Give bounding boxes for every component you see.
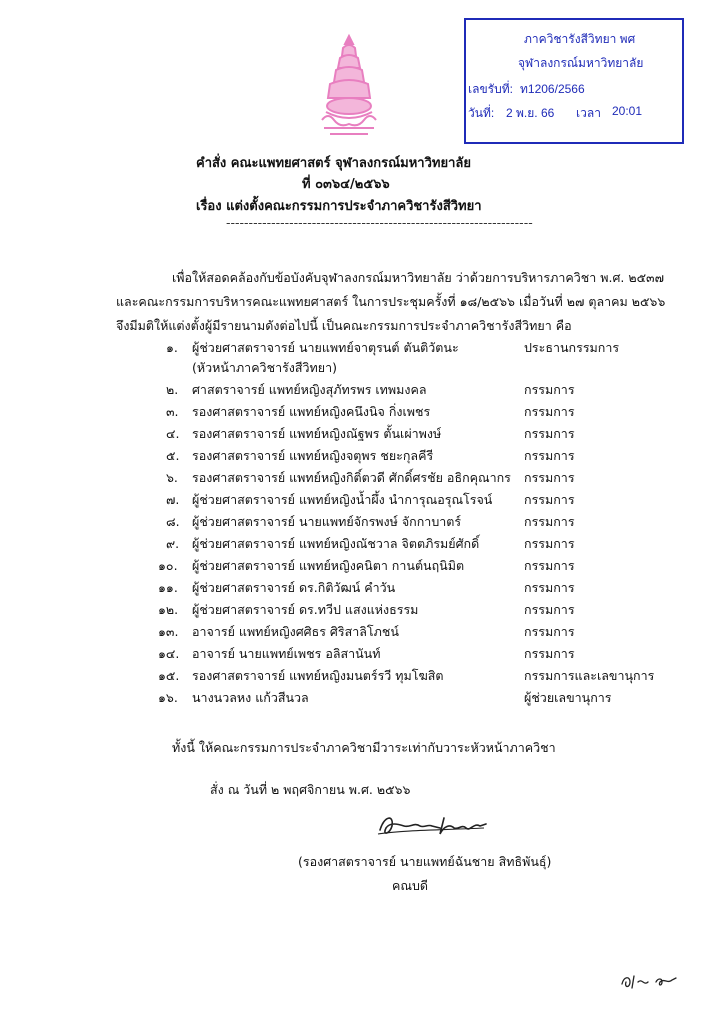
list-item bbox=[0, 578, 724, 598]
member-number: ๓. bbox=[166, 404, 179, 419]
stamp-department: ภาควิชารังสีวิทยา พศ bbox=[524, 32, 636, 46]
member-number: ๙. bbox=[166, 536, 180, 551]
signature-icon bbox=[374, 808, 490, 842]
member-number: ๕. bbox=[166, 448, 180, 463]
signer-name: (รองศาสตราจารย์ นายแพทย์ฉันชาย สิทธิพันธุ์) bbox=[298, 854, 552, 869]
member-role: กรรมการ bbox=[524, 448, 575, 463]
member-name: ผู้ช่วยศาสตราจารย์ แพทย์หญิงณัชวาล จิตตภิรมย์ศักดิ์ bbox=[192, 536, 480, 551]
member-number: ๘. bbox=[166, 514, 180, 529]
member-role: กรรมการ bbox=[524, 492, 575, 507]
member-role: กรรมการ bbox=[524, 580, 575, 595]
member-role: กรรมการ bbox=[524, 624, 575, 639]
member-name: รองศาสตราจารย์ แพทย์หญิงมนตร์รวี ทุมโฆสิต bbox=[192, 668, 444, 683]
member-role: กรรมการ bbox=[524, 646, 575, 661]
header-divider: -------------------------------------------------------------------- bbox=[226, 215, 533, 230]
list-item bbox=[0, 512, 724, 532]
intro-line-2: และคณะกรรมการบริหารคณะแพทยศาสตร์ ในการประชุมครั้งที่ ๑๘/๒๕๖๖ เมื่อวันที่ ๒๗ ตุลาคม ๒๕๖๖ bbox=[116, 294, 666, 309]
member-number: ๑๑. bbox=[158, 580, 178, 595]
member-number: ๖. bbox=[166, 470, 178, 485]
order-date: สั่ง ณ วันที่ ๒ พฤศจิกายน พ.ศ. ๒๕๖๖ bbox=[210, 782, 411, 797]
member-number: ๗. bbox=[166, 492, 180, 507]
list-item bbox=[0, 600, 724, 620]
signer-title: คณบดี bbox=[392, 878, 429, 893]
stamp-receipt-label: เลขรับที่: bbox=[468, 82, 513, 96]
member-name: อาจารย์ นายแพทย์เพชร อลิสานันท์ bbox=[192, 646, 381, 661]
list-item bbox=[0, 688, 724, 708]
stamp-receipt-number: ท1206/2566 bbox=[520, 82, 585, 96]
intro-line-1: เพื่อให้สอดคล้องกับข้อบังคับจุฬาลงกรณ์มหาวิทยาลัย ว่าด้วยการบริหารภาควิชา พ.ศ. ๒๕๓๗ bbox=[172, 270, 665, 285]
member-role: กรรมการและเลขานุการ bbox=[524, 668, 655, 683]
list-item bbox=[0, 380, 724, 400]
list-item bbox=[0, 490, 724, 510]
intro-line-3: จึงมีมติให้แต่งตั้งผู้มีรายนามดังต่อไปนี้ เป็นคณะกรรมการประจำภาควิชารังสีวิทยา คือ bbox=[116, 318, 572, 333]
member-number: ๑๔. bbox=[158, 646, 180, 661]
member-name: ผู้ช่วยศาสตราจารย์ นายแพทย์จักรพงษ์ จักกาบาตร์ bbox=[192, 514, 462, 529]
list-item bbox=[0, 338, 724, 358]
member-role: กรรมการ bbox=[524, 382, 575, 397]
list-item bbox=[0, 644, 724, 664]
member-number: ๑๕. bbox=[158, 668, 180, 683]
member-name: ผู้ช่วยศาสตราจารย์ แพทย์หญิงน้ำผึ้ง นำการุณอรุณโรจน์ bbox=[192, 492, 493, 507]
member-role: กรรมการ bbox=[524, 404, 575, 419]
list-item-subtitle bbox=[0, 358, 724, 378]
stamp-date-value: 2 พ.ย. 66 bbox=[506, 106, 555, 120]
stamp-time-label: เวลา bbox=[576, 106, 601, 120]
list-item bbox=[0, 666, 724, 686]
list-item bbox=[0, 402, 724, 422]
member-number: ๑๖. bbox=[158, 690, 178, 705]
member-role: กรรมการ bbox=[524, 426, 575, 441]
list-item bbox=[0, 446, 724, 466]
member-number: ๑๓. bbox=[158, 624, 179, 639]
order-number: ที่ ๐๓๖๔/๒๕๖๖ bbox=[302, 177, 390, 192]
stamp-time-value: 20:01 bbox=[612, 104, 643, 118]
member-role: ประธานกรรมการ bbox=[524, 340, 620, 355]
member-name: ผู้ช่วยศาสตราจารย์ ดร.ทวีป แสงแห่งธรรม bbox=[192, 602, 419, 617]
list-item bbox=[0, 622, 724, 642]
member-name: รองศาสตราจารย์ แพทย์หญิงคนึงนิจ กิ่งเพชร bbox=[192, 404, 431, 419]
receipt-stamp bbox=[464, 18, 684, 144]
member-name: นางนวลหง แก้วสีนวล bbox=[192, 690, 309, 705]
chula-emblem-icon bbox=[316, 32, 382, 140]
member-role: กรรมการ bbox=[524, 558, 575, 573]
member-note: (หัวหน้าภาควิชารังสีวิทยา) bbox=[192, 360, 338, 375]
member-role: กรรมการ bbox=[524, 602, 575, 617]
list-item bbox=[0, 534, 724, 554]
member-role: ผู้ช่วยเลขานุการ bbox=[524, 690, 612, 705]
closing-statement: ทั้งนี้ ให้คณะกรรมการประจำภาควิชามีวาระเท่ากับวาระหัวหน้าภาควิชา bbox=[172, 740, 556, 755]
list-item bbox=[0, 468, 724, 488]
member-number: ๑๒. bbox=[158, 602, 179, 617]
member-number: ๒. bbox=[166, 382, 179, 397]
member-name: ผู้ช่วยศาสตราจารย์ ดร.กิติวัฒน์ คำวัน bbox=[192, 580, 396, 595]
member-name: รองศาสตราจารย์ แพทย์หญิงจตุพร ชยะกุลคีรี bbox=[192, 448, 434, 463]
member-name: ศาสตราจารย์ แพทย์หญิงสุภัทรพร เทพมงคล bbox=[192, 382, 427, 397]
list-item bbox=[0, 424, 724, 444]
member-role: กรรมการ bbox=[524, 514, 575, 529]
member-name: ผู้ช่วยศาสตราจารย์ แพทย์หญิงคนิตา กานต์นฤนิมิต bbox=[192, 558, 465, 573]
stamp-university: จุฬาลงกรณ์มหาวิทยาลัย bbox=[518, 56, 644, 70]
member-role: กรรมการ bbox=[524, 470, 575, 485]
member-name: ผู้ช่วยศาสตราจารย์ นายแพทย์จาตุรนต์ ตันติวัตนะ bbox=[192, 340, 459, 355]
member-name: อาจารย์ แพทย์หญิงศศิธร ศิริสาลิโภชน์ bbox=[192, 624, 399, 639]
member-number: ๔. bbox=[166, 426, 180, 441]
order-subject: เรื่อง แต่งตั้งคณะกรรมการประจำภาควิชารังสีวิทยา bbox=[196, 199, 482, 214]
list-item bbox=[0, 556, 724, 576]
stamp-date-label: วันที่: bbox=[468, 106, 495, 120]
member-number: ๑. bbox=[166, 340, 178, 355]
member-number: ๑๐. bbox=[158, 558, 178, 573]
order-heading: คำสั่ง คณะแพทยศาสตร์ จุฬาลงกรณ์มหาวิทยาลัย bbox=[196, 156, 471, 171]
member-name: รองศาสตราจารย์ แพทย์หญิงณัฐพร ตั้นเผ่าพงษ์ bbox=[192, 426, 442, 441]
member-role: กรรมการ bbox=[524, 536, 575, 551]
member-name: รองศาสตราจารย์ แพทย์หญิงกิติ์ตวดี ศักดิ์ศรชัย อธิกคุณากร bbox=[192, 470, 511, 485]
initials-icon bbox=[618, 970, 680, 992]
